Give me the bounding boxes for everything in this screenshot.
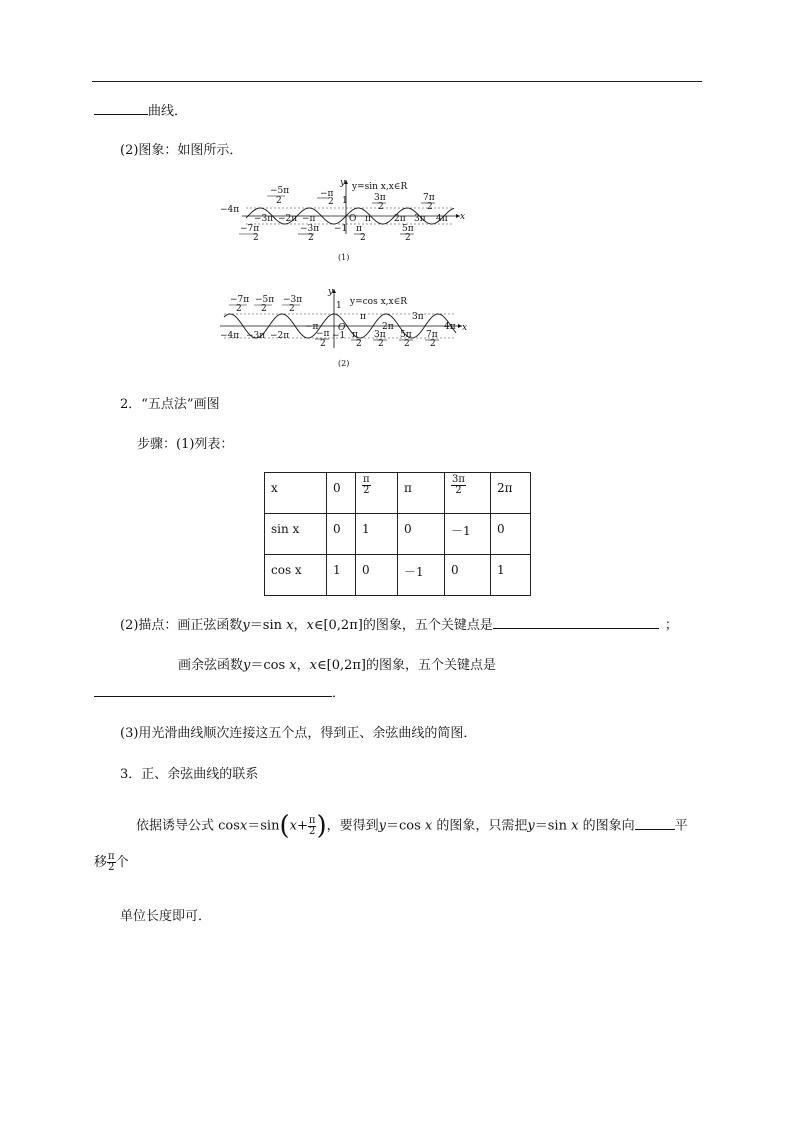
frac-den: 2	[363, 485, 370, 496]
table-row	[265, 555, 531, 596]
plot-sine-line: (2)描点：画正弦函数y＝sin x，x∈[0,2π]的图象，五个关键点是 ；	[120, 618, 678, 633]
graph-label: 2	[356, 339, 362, 349]
graph-label: 2π	[394, 214, 406, 224]
pi-over-2: $\frac{\pi}{2}$	[308, 814, 316, 837]
graph-label: 2	[405, 233, 411, 243]
graph-label: π	[360, 312, 366, 322]
graph-label: −π	[305, 322, 319, 332]
graph-label: −3π	[254, 214, 274, 224]
graph-label: 2	[328, 197, 334, 207]
graph-label: x	[460, 212, 466, 222]
graph-label: −3π	[283, 295, 303, 305]
graph-label: (2)	[338, 359, 350, 368]
sine-graph	[218, 176, 468, 268]
graph-label: (1)	[338, 253, 350, 262]
table-cell: 0	[356, 555, 398, 596]
graph-label: 2	[404, 339, 410, 349]
relation-line: 依据诱导公式 cosx＝sin(x+ $\frac{\pi}{2}$ )，要得到y＝cos x 的图象，只需把y＝sin x 的图象向 平	[136, 811, 688, 841]
section2-title: 2．“五点法”画图	[120, 397, 220, 412]
graph-label: π	[356, 224, 362, 234]
3pi-over-2	[451, 475, 466, 496]
graph-label: O	[338, 323, 346, 333]
graph-label: −4π	[220, 331, 240, 341]
pi-over-2: $\frac{\pi}{2}$	[108, 851, 115, 873]
answer-blank	[94, 684, 332, 697]
graph-label: 2	[236, 304, 242, 314]
graph-label: −1	[332, 331, 346, 341]
table-cell: 0	[491, 514, 531, 555]
unit-length-line: 单位长度即可．	[120, 909, 212, 924]
graph-label: O	[349, 214, 357, 224]
table-cell: π	[398, 473, 445, 514]
curve-line	[94, 100, 187, 119]
graph-label: −5π	[270, 186, 290, 196]
answer-blank	[493, 616, 659, 629]
smooth-curve-step: (3)用光滑曲线顺次连接这五个点，得到正、余弦曲线的简图．	[120, 726, 477, 741]
table-cell: sin x	[265, 514, 327, 555]
table-cell: －1	[445, 514, 491, 555]
graph-label: y=sin x,x∈R	[352, 182, 408, 192]
table-cell: 1	[327, 555, 356, 596]
graph-label: 1	[336, 301, 342, 311]
graph-label: 2	[320, 339, 326, 349]
graph-label: 1	[342, 196, 348, 206]
graph-label: 2	[276, 196, 282, 206]
graph-label: 7π	[423, 193, 435, 203]
table-cell: x	[265, 473, 327, 514]
graph-label: π	[352, 330, 358, 340]
graph-label: 3π	[412, 312, 424, 322]
graph-label: −2π	[270, 331, 290, 341]
graph-label: 2	[430, 339, 436, 349]
graph-label: 5π	[400, 330, 412, 340]
graph-label: y=cos x,x∈R	[350, 297, 408, 307]
shift-line: 移 $\frac{\pi}{2}$ 个	[94, 851, 129, 873]
graph-label: 2π	[382, 322, 394, 332]
graph-label: 4π	[444, 322, 456, 332]
table-row	[265, 514, 531, 555]
answer-blank	[635, 817, 675, 830]
pi-over-2	[362, 475, 371, 496]
frac-den: 2	[455, 485, 462, 496]
graph-label: 7π	[426, 330, 438, 340]
graph-label: −2π	[278, 214, 298, 224]
graph-label: x	[462, 323, 468, 333]
frac-num: π	[363, 474, 370, 485]
table-cell: 0	[398, 514, 445, 555]
graph-label: −3π	[300, 224, 320, 234]
table-cell: 1	[356, 514, 398, 555]
table-cell: －1	[398, 555, 445, 596]
graph-label: 2	[378, 202, 384, 212]
frac-num: 3π	[452, 474, 465, 485]
graph-label: 2	[427, 202, 433, 212]
graph-label: 5π	[402, 224, 414, 234]
graph-label: −4π	[220, 205, 240, 215]
curve-text: 曲线．	[148, 104, 188, 119]
value-table	[264, 472, 531, 596]
graph-label: 3π	[374, 330, 386, 340]
table-cell: 0	[327, 473, 356, 514]
graph-label: −7π	[230, 295, 250, 305]
graph-label: 2	[360, 233, 366, 243]
table-cell: cos x	[265, 555, 327, 596]
section3-title: 3．正、余弦曲线的联系	[120, 767, 259, 782]
graph-label: 2	[378, 339, 384, 349]
graph-label: 3π	[414, 214, 426, 224]
graph-label: 4π	[436, 214, 448, 224]
graph-label: 3π	[374, 193, 386, 203]
table-row	[265, 473, 531, 514]
plot-cosine-blank: ．	[94, 682, 345, 701]
graph-label: −7π	[240, 224, 260, 234]
table-cell: 1	[491, 555, 531, 596]
answer-blank	[94, 102, 148, 115]
graph-label: −π	[320, 189, 334, 199]
graph-label: 2	[289, 304, 295, 314]
table-cell: 2π	[491, 473, 531, 514]
graph-label: 2	[253, 233, 259, 243]
cosine-graph	[216, 286, 472, 372]
graph-section-label: (2)图象：如图所示．	[120, 143, 243, 158]
graph-label: 2	[308, 233, 314, 243]
graph-label: y	[328, 287, 334, 297]
steps-label: 步骤：(1)列表：	[137, 437, 234, 452]
table-cell	[356, 473, 398, 514]
graph-label: −π	[316, 329, 330, 339]
graph-label: y	[340, 178, 346, 188]
table-cell: 0	[445, 555, 491, 596]
graph-label: −5π	[255, 295, 275, 305]
graph-label: −3π	[246, 331, 266, 341]
header-rule	[92, 81, 702, 82]
graph-label: 2	[261, 304, 267, 314]
plot-cosine-line: 画余弦函数y＝cos x，x∈[0,2π]的图象，五个关键点是	[178, 658, 496, 673]
table-cell	[445, 473, 491, 514]
table-cell: 0	[327, 514, 356, 555]
graph-label: −1	[334, 224, 348, 234]
graph-label: π	[365, 214, 371, 224]
graph-label: −π	[302, 214, 316, 224]
